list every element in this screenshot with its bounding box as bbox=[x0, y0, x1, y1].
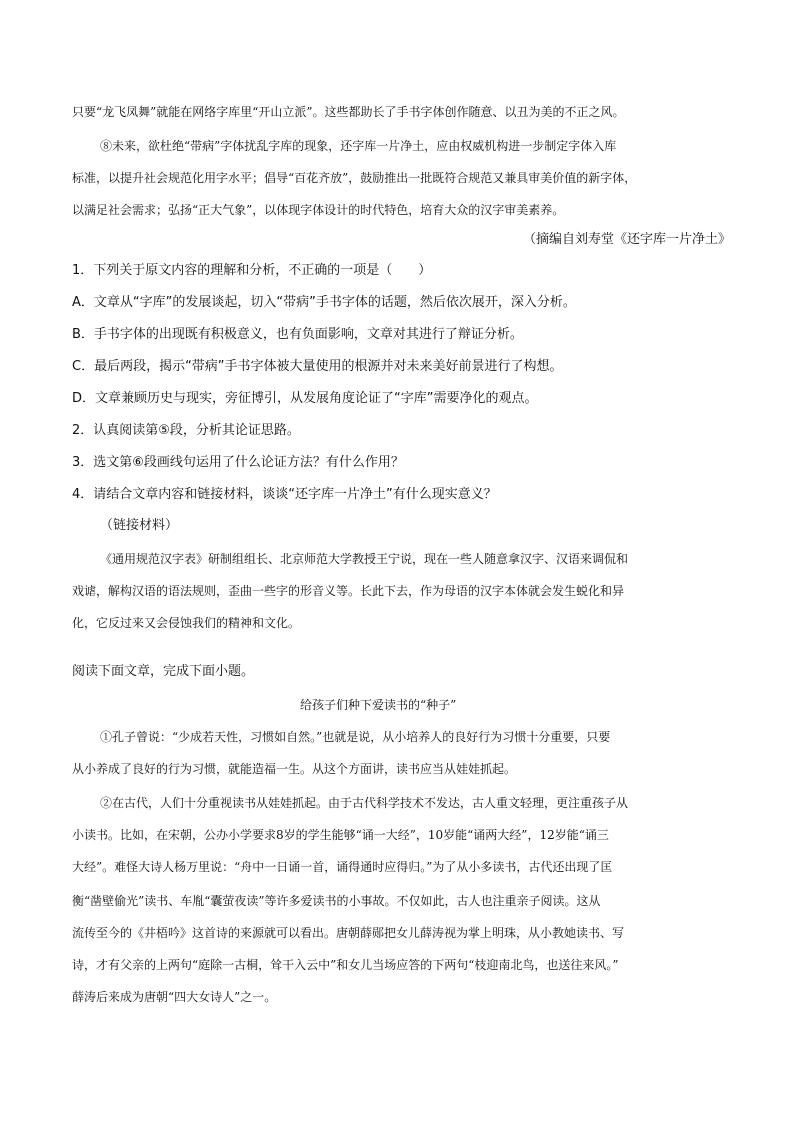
link-line-3: 化，它反过来又会侵蚀我们的精神和文化。 bbox=[72, 616, 301, 630]
reading-instruction: 阅读下面文章，完成下面小题。 bbox=[72, 664, 255, 679]
article-line-8: 诗，才有父亲的上两句“庭除一古桐，耸干入云中”和女儿当场应答的下两句“枝迎南北鸟，也送往来风。” bbox=[72, 958, 619, 972]
article-title: 给孩子们种下爱读书的“种子” bbox=[300, 698, 457, 712]
article-line-7: 流传至今的《井梧吟》这首诗的来源就可以看出。唐朝薛郧把女儿薛涛视为掌上明珠，从小教她读书、写 bbox=[72, 926, 625, 940]
article-line-2: 从小养成了良好的行为习惯，就能造福一生。从这个方面讲，读书应当从娃娃抓起。 bbox=[72, 762, 517, 776]
option-a: A．文章从“字库”的发展谈起，切入“带病”手书字体的话题，然后依次展开，深入分析。 bbox=[72, 295, 576, 310]
question-1: 1．下列关于原文内容的理解和分析，不正确的一项是（ ） bbox=[72, 263, 432, 278]
question-2: 2．认真阅读第⑤段，分析其论证思路。 bbox=[72, 423, 300, 438]
link-heading: （链接材料） bbox=[100, 518, 179, 533]
question-4: 4．请结合文章内容和链接材料，谈谈“还字库一片净土”有什么现实意义？ bbox=[72, 487, 497, 502]
article-line-5: 大经”。难怪大诗人杨万里说：“舟中一日诵一首，诵得通时应得归。”为了从小多读书，古代还出现了匡 bbox=[72, 860, 613, 874]
article-line-1: ①孔子曾说：“少成若天性，习惯如自然。”也就是说，从小培养人的良好行为习惯十分重要，只要 bbox=[100, 730, 611, 744]
passage1-line-3: 标准，以提升社会规范化用字水平；倡导“百花齐放”，鼓励推出一批既符合规范又兼具审美价值的新字体， bbox=[72, 171, 637, 185]
passage1-source: （摘编自刘寿堂《还字库一片净土》 bbox=[523, 232, 732, 247]
passage1-line-1: 只要“龙飞凤舞”就能在网络字库里“开山立派”。这些都助长了手书字体创作随意、以丑为美的不正之风。 bbox=[72, 105, 625, 119]
passage1-line-2: ⑧未来，欲杜绝“带病”字体扰乱字库的现象，还字库一片净土，应由权威机构进一步制定字体入库 bbox=[100, 139, 617, 153]
article-line-4: 小读书。比如，在宋朝，公办小学要求8岁的学生能够“诵一大经”，10岁能“诵两大经”，12岁能“诵三 bbox=[72, 828, 609, 842]
question-3: 3．选文第⑥段画线句运用了什么论证方法？有什么作用？ bbox=[72, 455, 404, 470]
article-line-6: 衡“凿壁偷光”读书、车胤“囊萤夜读”等许多爱读书的小事故。不仅如此，古人也注重亲子阅读。这从 bbox=[72, 894, 601, 908]
option-b: B．手书字体的出现既有积极意义，也有负面影响，文章对其进行了辩证分析。 bbox=[72, 327, 523, 342]
link-line-2: 戏谑，解构汉语的语法规则，歪曲一些字的形音义等。长此下去，作为母语的汉字本体就会发生蜕化和异 bbox=[72, 584, 625, 598]
passage1-line-4: 以满足社会需求；弘扬“正大气象”，以体现字体设计的时代特色，培育大众的汉字审美素养。 bbox=[72, 203, 565, 217]
link-line-1: 《通用规范汉字表》研制组组长、北京师范大学教授王宁说，现在一些人随意拿汉字、汉语来调侃和 bbox=[100, 552, 629, 566]
option-c: C．最后两段，揭示“带病”手书字体被大量使用的根源并对未来美好前景进行了构想。 bbox=[72, 359, 563, 374]
article-line-3: ②在古代，人们十分重视读书从娃娃抓起。由于古代科学技术不发达，古人重文轻理，更注重孩子从 bbox=[100, 796, 629, 810]
option-d: D．文章兼顾历史与现实，旁征博引，从发展角度论证了“字库”需要净化的观点。 bbox=[72, 391, 538, 406]
article-line-9: 薛涛后来成为唐朝“四大女诗人”之一。 bbox=[72, 990, 277, 1004]
